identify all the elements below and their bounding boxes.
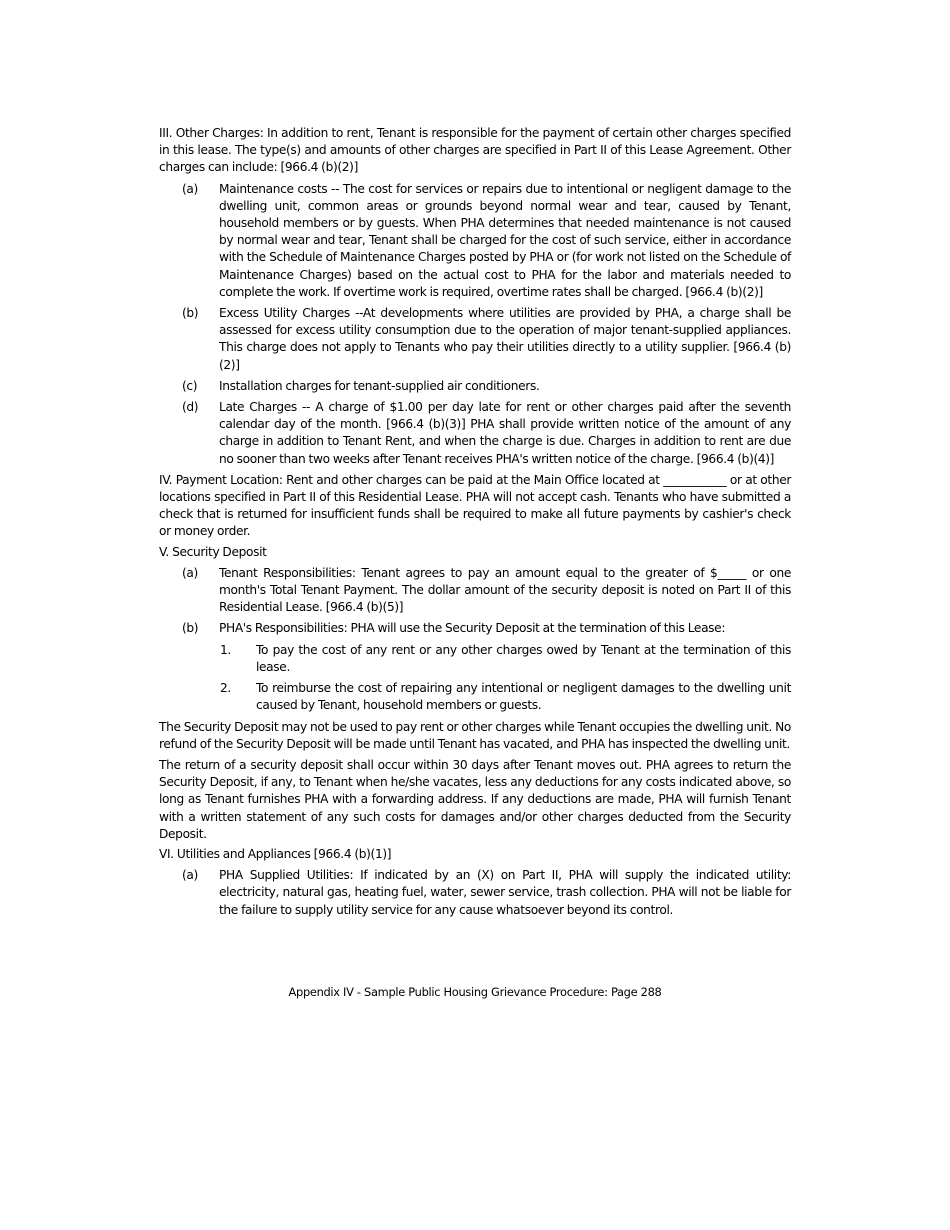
section-heading: VI. Utilities and Appliances [966.4 (b)(1)]	[159, 846, 392, 861]
list-text: Excess Utility Charges --At developments where utilities are provided by PHA, a charge shall be assessed for excess utility consumption due to the operation of major tenant-supplied appliances. This charge does not apply to Tenants who pay their utilities directly to a utility supplier. [966.4 (b)(2)]	[219, 306, 791, 372]
list-label: (a)	[182, 565, 198, 580]
sub-list-item	[159, 680, 791, 714]
list-label: 1.	[220, 642, 231, 657]
list-item	[159, 378, 791, 395]
document-body	[159, 125, 791, 919]
list-label: (a)	[182, 181, 198, 196]
list-item	[159, 305, 791, 374]
page-footer: Appendix IV - Sample Public Housing Grievance Procedure: Page 288	[288, 985, 662, 999]
list-item	[159, 620, 791, 637]
section-heading: III. Other Charges:	[159, 126, 264, 140]
list-label: (a)	[182, 868, 198, 883]
paragraph: The Security Deposit may not be used to pay rent or other charges while Tenant occupies the dwelling unit. No refund of the Security Deposit will be made until Tenant has vacated, and PHA has inspected the dwelling unit.	[159, 719, 791, 751]
list-label: (b)	[182, 306, 199, 321]
list-text: Tenant Responsibilities: Tenant agrees to pay an amount equal to the greater of $_____ or one month's Total Tenant Payment. The dollar amount of the security deposit is noted on Part II of this Residential Lease. [966.4 (b)(5)]	[219, 565, 791, 615]
list-text: Maintenance costs -- The cost for services or repairs due to intentional or negligent damage to the dwelling unit, common areas or grounds beyond normal wear and tear, caused by Tenant, household members or by guests. When PHA determines that needed maintenance is not caused by normal wear and tear, Tenant shall be charged for the cost of such service, either in accordance with the Schedule of Maintenance Charges posted by PHA or (for work not listed on the Schedule of Maintenance Charges) based on the actual cost to PHA for the labor and materials needed to complete the work. If overtime work is required, overtime rates shall be charged. [966.4 (b)(2)]	[219, 181, 791, 299]
paragraph: In addition to rent, Tenant is responsible for the payment of certain other charges specified in this lease. The type(s) and amounts of other charges are specified in Part II of this Lease Agreement. Other charges can include: [966.4 (b)(2)]	[159, 126, 791, 175]
list-label: (c)	[182, 378, 198, 393]
list-text: Late Charges -- A charge of $1.00 per day late for rent or other charges paid after the seventh calendar day of the month. [966.4 (b)(3)] PHA shall provide written notice of the amount of any charge in addition to Tenant Rent, and when the charge is due. Charges in addition to rent are due no sooner than two weeks after Tenant receives PHA's written notice of the charge. [966.4 (b)(4)]	[219, 400, 791, 466]
list-text: Installation charges for tenant-supplied air conditioners.	[219, 378, 540, 393]
list-item	[159, 399, 791, 468]
list-label: 2.	[220, 681, 231, 696]
section-heading: V. Security Deposit	[159, 544, 267, 559]
paragraph: The return of a security deposit shall occur within 30 days after Tenant moves out. PHA agrees to return the Security Deposit, if any, to Tenant when he/she vacates, less any deductions for any costs indicated above, so long as Tenant furnishes PHA with a forwarding address. If any deductions are made, PHA will furnish Tenant with a written statement of any such costs for damages and/or other charges deducted from the Security Deposit.	[159, 757, 791, 841]
list-item	[159, 565, 791, 617]
section-payment-location	[159, 472, 791, 541]
list-label: (b)	[182, 621, 199, 636]
list-text: PHA's Responsibilities: PHA will use the Security Deposit at the termination of this Lease:	[219, 621, 726, 636]
list-text: PHA Supplied Utilities: If indicated by an (X) on Part II, PHA will supply the indicated utility: electricity, natural gas, heating fuel, water, sewer service, trash collection. PHA will not be liable for the failure to supply utility service for any cause whatsoever beyond its control.	[219, 868, 791, 917]
section-other-charges	[159, 125, 791, 177]
sub-list-item	[159, 642, 791, 676]
list-item	[159, 181, 791, 301]
list-text: To reimburse the cost of repairing any intentional or negligent damages to the dwelling unit caused by Tenant, household members or guests.	[256, 681, 791, 713]
list-text: To pay the cost of any rent or any other charges owed by Tenant at the termination of this lease.	[256, 642, 791, 674]
section-heading: IV. Payment Location:	[159, 472, 283, 487]
list-item	[159, 867, 791, 919]
list-label: (d)	[182, 400, 199, 415]
paragraph: Rent and other charges can be paid at the Main Office located at ___________ or at other locations specified in Part II of this Residential Lease. PHA will not accept cash. Tenants who have submitted a check that is returned for insufficient funds shall be required to make all future payments by cashier's check or money order.	[159, 472, 791, 539]
